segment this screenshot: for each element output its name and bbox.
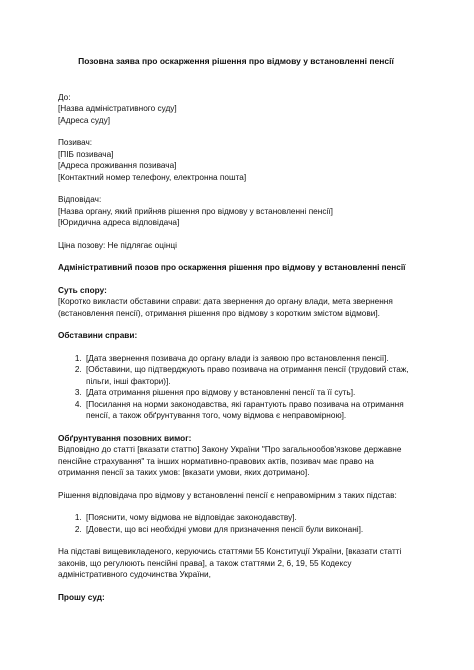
list-item: 1. [Пояснити, чому відмова не відповідає законодавству].	[84, 512, 414, 524]
grounds-list	[58, 512, 414, 535]
dispute-section	[58, 285, 414, 320]
list-item: 4. [Посилання на норми законодавства, які гарантують право позивача на отримання пенсії, а також обґрунтування того, чому відмова є неправомірною].	[84, 399, 414, 422]
circumstances-title: Обставини справи:	[58, 331, 138, 340]
recipient-label: До:	[58, 92, 71, 102]
grounds-text-1: Відповідно до статті [вказати статтю] Закону України "Про загальнообов'язкове державне пенсійне страхування" та інших нормативно-правових актів, позивач має право на отримання пенсії за таких умов: [вказати умови, яких дотримано].	[58, 445, 402, 477]
claim-value: Ціна позову: Не підлягає оцінці	[58, 240, 177, 250]
list-item: 2. [Обставини, що підтверджують право позивача на отримання пенсії (трудовий стаж, пільги, інші фактори)].	[84, 364, 414, 387]
recipient-block	[58, 92, 414, 127]
list-item: 2. [Довести, що всі необхідні умови для призначення пенсії були виконані].	[84, 524, 414, 536]
defendant-label: Відповідач:	[58, 195, 102, 204]
circumstances-list	[58, 353, 414, 422]
court-name: [Назва адміністративного суду]	[58, 104, 177, 113]
request-title: Прошу суд:	[58, 592, 105, 602]
plaintiff-block	[58, 137, 414, 183]
list-item: 1. [Дата звернення позивача до органу влади із заявою про встановлення пенсії].	[84, 353, 414, 365]
document-title: Позовна заява про оскарження рішення про відмову у встановленні пенсії	[78, 56, 394, 66]
grounds-title: Обґрунтування позовних вимог:	[58, 433, 192, 443]
court-address: [Адреса суду]	[58, 115, 110, 125]
claim-title: Адміністративний позов про оскарження рішення про відмову у встановленні пенсії	[58, 263, 406, 272]
list-item: 3. [Дата отримання рішення про відмову у встановленні пенсії та її суть].	[84, 387, 414, 399]
dispute-title: Суть спору:	[58, 285, 107, 295]
dispute-text: [Коротко викласти обставини справи: дата звернення до органу влади, мета звернення (встановлення пенсії), отримання рішення про відмову з коротким змістом відмови].	[58, 297, 393, 318]
grounds-text-3: На підставі вищевикладеного, керуючись статтями 55 Конституції України, [вказати статті законів, що регулюють пенсійні права], а також статтями 2, 6, 19, 55 Кодексу адміністративного судочинства України,	[58, 547, 402, 579]
grounds-section	[58, 433, 414, 479]
defendant-address: [Юридична адреса відповідача]	[58, 218, 180, 227]
grounds-text-2: Рішення відповідача про відмову у встановленні пенсії є неправомірним з таких підстав:	[58, 490, 397, 500]
defendant-block	[58, 194, 414, 229]
plaintiff-address: [Адреса проживання позивача]	[58, 161, 177, 170]
defendant-name: [Назва органу, який прийняв рішення про відмову у встановленні пенсії]	[58, 206, 333, 216]
plaintiff-label: Позивач:	[58, 138, 93, 147]
plaintiff-name: [ПІБ позивача]	[58, 149, 114, 159]
plaintiff-contacts: [Контактний номер телефону, електронна пошта]	[58, 172, 247, 182]
